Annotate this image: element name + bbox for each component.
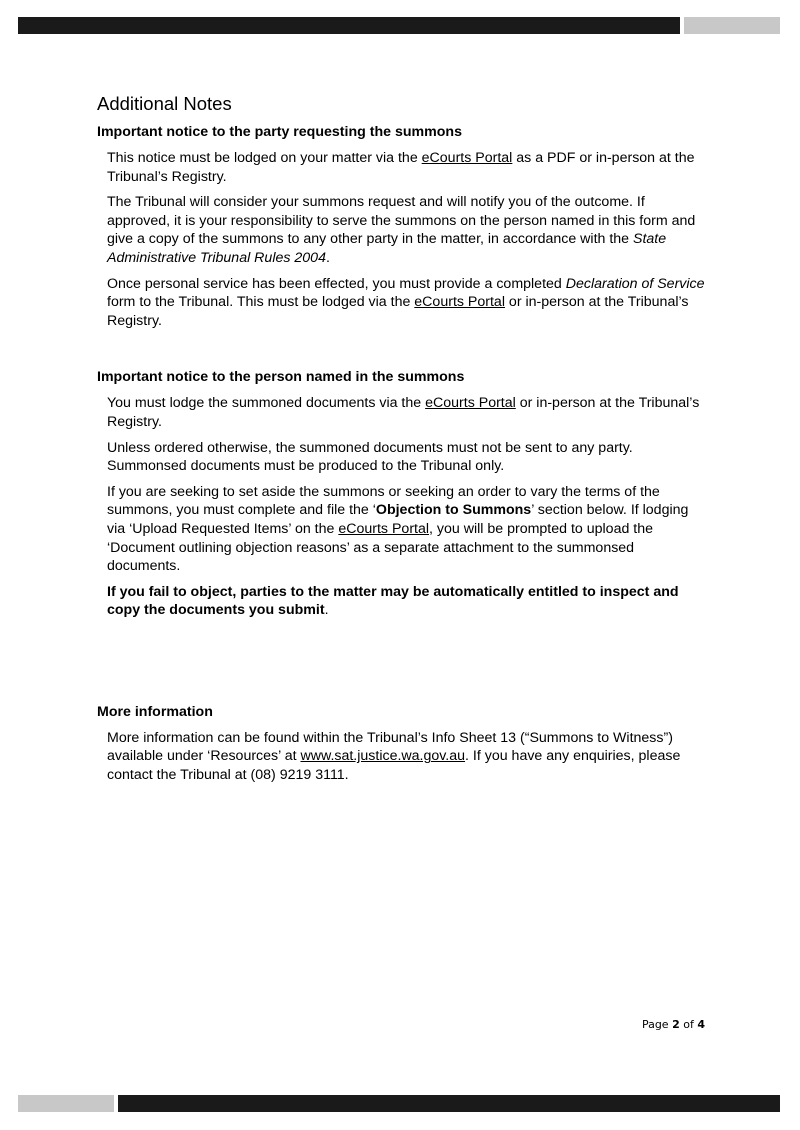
ecourts-portal-link[interactable]: eCourts Portal xyxy=(414,294,505,311)
paragraph xyxy=(107,439,707,476)
section-heading-more-information: More information xyxy=(97,703,213,720)
page-title: Additional Notes xyxy=(97,93,232,114)
header-dark-bar xyxy=(18,17,680,34)
page-number xyxy=(600,1018,705,1031)
paragraph xyxy=(107,149,707,186)
text: ’ section below. If lodging via ‘Upload Requested Items’ on the xyxy=(107,502,689,537)
text: or in-person at the Tribunal’s Registry. xyxy=(107,395,700,430)
spacer xyxy=(97,337,707,368)
paragraph xyxy=(107,729,707,785)
ecourts-portal-link[interactable]: eCourts Portal xyxy=(421,150,513,166)
warning-text: If you fail to object, parties to the matter may be automatically entitled to inspect and copy the documents you submit xyxy=(107,583,679,619)
text: . xyxy=(325,249,330,266)
rules-title: State Administrative Tribunal Rules 2004 xyxy=(107,231,667,266)
spacer xyxy=(97,627,707,703)
text: . If you have any enquiries, please contact the Tribunal at (08) 9219 3111. xyxy=(107,748,681,784)
form-title: Declaration of Service xyxy=(565,275,705,292)
paragraph xyxy=(107,193,707,267)
text: , you will be prompted to upload the ‘Document outlining objection reasons’ as a separate attachment to the summonsed documents. xyxy=(107,520,654,575)
text: as a PDF or in-person at the Tribunal’s Registry. xyxy=(107,150,695,185)
text: . xyxy=(324,602,329,619)
ecourts-portal-link[interactable]: eCourts Portal xyxy=(425,395,516,412)
objection-section-name: Objection to Summons xyxy=(375,502,532,519)
text: of xyxy=(679,1018,698,1031)
section-heading-named-person: Important notice to the person named in the summons xyxy=(97,369,465,386)
header-grey-bar xyxy=(684,17,780,34)
text: The Tribunal will consider your summons request and will notify you of the outcome. If approved, it is your responsibility to serve the summons on the person named in this form and give a copy of the summons to any other party in the matter, in accordance with the xyxy=(107,194,696,248)
text: Page xyxy=(641,1018,673,1031)
paragraph xyxy=(107,394,707,431)
footer-dark-bar xyxy=(118,1095,780,1112)
text: You must lodge the summoned documents via the xyxy=(107,395,426,412)
text: If you are seeking to set aside the summons or seeking an order to vary the terms of the summons, you must complete and file the ‘ xyxy=(107,483,660,519)
website-link[interactable]: www.sat.justice.wa.gov.au xyxy=(300,748,466,765)
ecourts-portal-link[interactable]: eCourts Portal xyxy=(338,520,430,537)
total-pages: 4 xyxy=(697,1018,705,1031)
paragraph xyxy=(107,583,707,620)
current-page: 2 xyxy=(672,1018,680,1031)
text: Once personal service has been effected, you must provide a completed xyxy=(107,275,566,292)
text: More information can be found within the Tribunal’s Info Sheet 13 (“Summons to Witness”) available under ‘Resources’ at xyxy=(107,729,673,765)
text: This notice must be lodged on your matter via the xyxy=(107,150,422,166)
section-heading-requesting-party: Important notice to the party requesting the summons xyxy=(97,124,462,140)
document-body xyxy=(97,92,707,792)
text: or in-person at the Tribunal’s Registry. xyxy=(107,294,689,329)
text: form to the Tribunal. This must be lodged via the xyxy=(107,294,415,311)
paragraph xyxy=(107,483,707,576)
text: Unless ordered otherwise, the summoned documents must not be sent to any party. Summonsed documents must be produced to the Tribunal only. xyxy=(107,439,633,475)
footer-grey-bar xyxy=(18,1095,114,1112)
paragraph xyxy=(107,275,707,331)
